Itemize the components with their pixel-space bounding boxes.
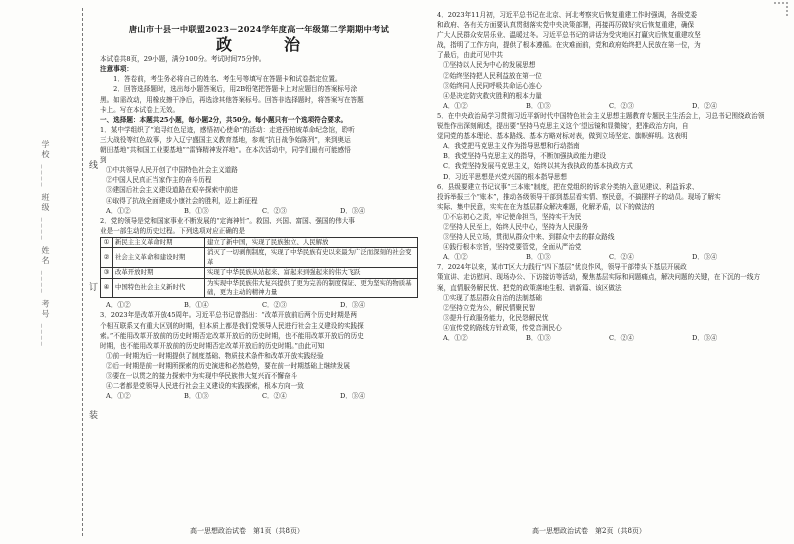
left-page <box>100 10 418 401</box>
option: B．①③ <box>526 253 551 262</box>
q2-stem: 业是一部生动的历史过程。下列选项对应正确的是 <box>100 226 246 235</box>
q6-stem: 投诉举报三个“账本”，推动各级领导干部到基层看实情、察民意，不搞摆样子的动员。现场了解实 <box>437 192 721 201</box>
option: C．②③ <box>609 101 634 110</box>
q6-stem: 实际、集中民意，实实在在为基层群众解决难题，化解矛盾，以下的做法的 <box>437 202 655 211</box>
binding-dashed-line <box>82 8 83 536</box>
q3-item: ①前一时期为后一时期提供了制度基础、物质技术条件和改革开放实践经验 <box>106 351 324 360</box>
q7-stem: 案，直情服务解民忧、把党的政策落地生根、谱新篇、该区做法 <box>437 283 622 292</box>
q5-option: C．我党坚持发展马克思主义，始终以其为我执政的基本执政方式 <box>443 162 633 171</box>
q1-stem: 朝田基地“共和国工业要基地”“雷锋精神发祥地”。在本次活动中，同学们最有可能感悟 <box>100 146 351 155</box>
table-row: ③ 改革开放时期 实现了中华民族从站起来、富起来到强起来的伟大飞跃 <box>101 268 418 278</box>
q4-stem: 和政府、各有关方面要认真贯彻落实党中央决策部署，再接再厉做好灾后恢复重建，确保 <box>437 21 695 30</box>
exam-info: 本试卷共8页，29小题，满分100分。考试时间75分钟。 <box>100 55 266 64</box>
q3-item: ②后一时期是前一时期所探索的历史演进和必然趋势，要在前一时期基础上继续发展 <box>106 361 350 370</box>
option: B．①③ <box>184 392 209 401</box>
q1-item: ③建国后社会主义建设道路在艰辛探索中前进 <box>106 186 238 195</box>
q5-stem: 锐性作出深刻阐述，提出要“坚持马克思主义这个‘望远镜和显微镜’，把准政治方向，自 <box>437 122 689 131</box>
q6-item: ④践行根本宗旨，坚持党要管党，全面从严治党 <box>443 243 582 252</box>
q3-options <box>100 391 418 401</box>
q7-stem: 策宣讲、走访慰问、现场办公、下访接访等活动，聚焦基层实际和问题痛点，解决问题的关键，在下沉的一线方 <box>437 273 761 282</box>
exam-title: 唐山市十县一中联盟2023－2024学年度高一年级第二学期期中考试 <box>128 24 390 34</box>
table-row: ② 社会主义革命和建设时期 消灭了一切剥削制度，实现了中华民族有史以来最为广泛而深刻的社会变革 <box>101 248 418 268</box>
q7-options <box>437 333 775 343</box>
notice-line: 1．答卷前，考生务必将自己的姓名、考生号等填写在答题卡和试卷指定位置。 <box>100 75 342 84</box>
q4-options <box>437 101 775 111</box>
option: C．②④ <box>609 253 634 262</box>
option: B．①③ <box>526 334 551 342</box>
q3-stem: 索。”不能用改革开放前的历史时期否定改革开放后的历史时期，也不能用改革开放后的历史 <box>100 331 364 340</box>
option: A．①② <box>106 301 131 310</box>
q2-stem: 2．党的领导是党和国家事业不断发展的“定海神针”。救国、兴国、富国、强国的伟大事 <box>100 216 355 225</box>
subject-title: 政 治 <box>215 35 318 55</box>
q7-stem: 7．2024年以来，某市T区大力践行“四下基层”优良作风，领导干部带头下基层开展政 <box>437 263 687 272</box>
q7-item: ③提升行政服务能力，化民怨解民忧 <box>443 313 549 322</box>
option: A．①② <box>106 206 131 215</box>
q4-item: ②始终坚持把人民利益放在第一位 <box>443 71 542 80</box>
q4-stem: 战，指明了工作方向，提供了根本遵循。在灾难面前，党和政府始终把人民放在第一位，为 <box>437 41 701 50</box>
notice-line: 黑。如需改动，用橡皮擦干净后，再选涂其他答案标号。回答非选择题时，将答案写在答题 <box>100 95 364 104</box>
binding-label-order: 订 <box>87 282 97 291</box>
q7-item: ②坚持立党为公，解民情聚民智 <box>443 303 536 312</box>
q1-item: ②中国人民真正当家作主的奋斗历程 <box>106 176 212 185</box>
option: B．①④ <box>184 301 209 310</box>
left-page-footer: 高一思想政治试卷 第1页（共8页） <box>190 527 304 535</box>
q4-stem: 了最后，由此可见中共 <box>437 51 503 60</box>
right-page <box>437 10 775 343</box>
q5-stem: 5．在中央政治局学习贯彻习近平新时代中国特色社会主义思想主题教育专题民主生活会上，习总书记围绕政治领 <box>437 111 765 120</box>
q1-stem: 到 <box>100 156 107 165</box>
q1-options <box>100 206 418 216</box>
q1-item: ①中共领导人民开创了中国特色社会主义道路 <box>106 166 238 175</box>
option: C．②③ <box>262 206 287 215</box>
q4-item: ③始终同人民同呼吸共命运心连心 <box>443 81 542 90</box>
option: B．①③ <box>526 101 551 110</box>
option: A．①② <box>106 392 131 401</box>
q3-stem: 时期，也不能用改革开放前的历史时期否定改革开放后的历史时期。”由此可知 <box>100 341 325 350</box>
q6-options <box>437 252 775 262</box>
binding-label-bind: 装 <box>87 410 97 419</box>
option: C．②④ <box>609 334 634 342</box>
q6-stem: 6．县级要建立书记议事“三本账”制度，把在党组织的诉求分类纳入意见建议、利益诉求、 <box>437 182 699 191</box>
q5-option: D．习近平思想是兴党兴国的根本指导思想 <box>443 172 567 181</box>
table-row: ④ 中国特色社会主义新时代 为实现中华民族伟大复兴提供了更为完善的制度保证、更为坚实的物质基础，更为主动的精神力量 <box>101 278 418 298</box>
binding-margin <box>0 0 96 544</box>
q1-stem: 1．某中学组织了“追寻红色足迹，感悟初心使命”的活动：走进西柏坡革命纪念馆，聆听 <box>100 125 355 134</box>
q6-item: ①不忘初心之责，牢记使命担当，坚持实干为民 <box>443 212 582 221</box>
notice-line: 2．回答选择题时，选出每小题答案后，用2B铅笔把答题卡上对应题目的答案标号涂 <box>100 85 358 94</box>
q2-table <box>100 237 418 298</box>
option: C．②③ <box>262 301 287 310</box>
option: B．①③ <box>184 206 209 215</box>
option: A．①② <box>443 334 468 342</box>
table-row: ① 新民主主义革命时期 建立了新中国，实现了民族独立、人民解放 <box>101 237 418 247</box>
q7-item: ①实现了基层群众自治的法制基础 <box>443 293 542 302</box>
q5-option: B．我党坚持马克思主义的指导，不断加强执政能力建设 <box>443 152 607 161</box>
right-page-footer: 高一思想政治试卷 第2页（共8页） <box>532 527 646 535</box>
option: D．③④ <box>692 253 718 262</box>
q3-item: ③要在一以贯之的接力探索中为实现中华民族伟大复兴而不懈奋斗 <box>106 371 298 380</box>
option: D．③④ <box>340 206 366 215</box>
option: A．①② <box>443 101 468 110</box>
notice-line: 卡上。写在本试卷上无效。 <box>100 105 180 114</box>
option: D．③④ <box>340 301 366 310</box>
q5-stem: 觉同党的基本理论、基本路线、基本方略对标对表，做到立场坚定、旗帜鲜明。这表明 <box>437 132 688 141</box>
binding-label-line: 线 <box>87 160 97 169</box>
notice-heading: 注意事项： <box>100 65 133 74</box>
q3-stem: 3．2023年是改革开放45周年。习近平总书记曾指出：“改革开放前后两个历史时期是两 <box>100 311 357 320</box>
q4-stem: 广大人民群众安居乐业、温暖过冬。习近平总书记的讲话为受灾地区打赢灾后恢复重建攻坚 <box>437 31 701 40</box>
option: C．②④ <box>262 392 287 401</box>
q3-item: ④二者都是党领导人民进行社会主义建设的实践探索，根本方向一致 <box>106 382 304 391</box>
corner-decoration <box>774 2 788 16</box>
q3-stem: 个相互联系又有重大区别的时期，但本质上都是我们党领导人民进行社会主义建设的实践探 <box>100 321 364 330</box>
section-heading: 一、选择题：本题共25小题，每小题2分，共50分。每小题只有一个选项符合要求。 <box>100 115 348 124</box>
q4-item: ④是决定防灾救灾胜利的根本力量 <box>443 91 542 100</box>
q5-option: A．我党把马克思主义作为指导思想和行动指南 <box>443 142 580 151</box>
option: A．①② <box>443 253 468 262</box>
binding-fill-text: 学校 ____ 班级 ____ 姓名 ____ 考号 ____ <box>41 140 50 348</box>
option: D．②④ <box>692 101 718 110</box>
q1-stem: 三大战役等红色故事，步入辽宁盛国主义教育基地，参观“抗日战争始陈列”，来到奥运 <box>100 135 351 144</box>
q1-item: ④取得了抗战全面建成小康社会的胜利，迈上新征程 <box>106 196 258 205</box>
option: D．③④ <box>340 392 366 401</box>
q7-item: ④宣传党的路线方针政策，传党音润民心 <box>443 323 562 332</box>
q2-options <box>100 300 418 310</box>
q6-item: ③坚持人民立场，贯彻从群众中来、到群众中去的群众路线 <box>443 233 615 242</box>
q6-item: ②坚持人民至上，始终人民中心，坚持为人民服务 <box>443 222 589 231</box>
option: D．③④ <box>692 334 718 342</box>
q4-item: ①坚持以人民为中心的发展思想 <box>443 61 536 70</box>
q4-stem: 4．2023年11月初，习近平总书记在北京、河北考察灾后恢复重建工作时强调，各级党委 <box>437 11 698 19</box>
